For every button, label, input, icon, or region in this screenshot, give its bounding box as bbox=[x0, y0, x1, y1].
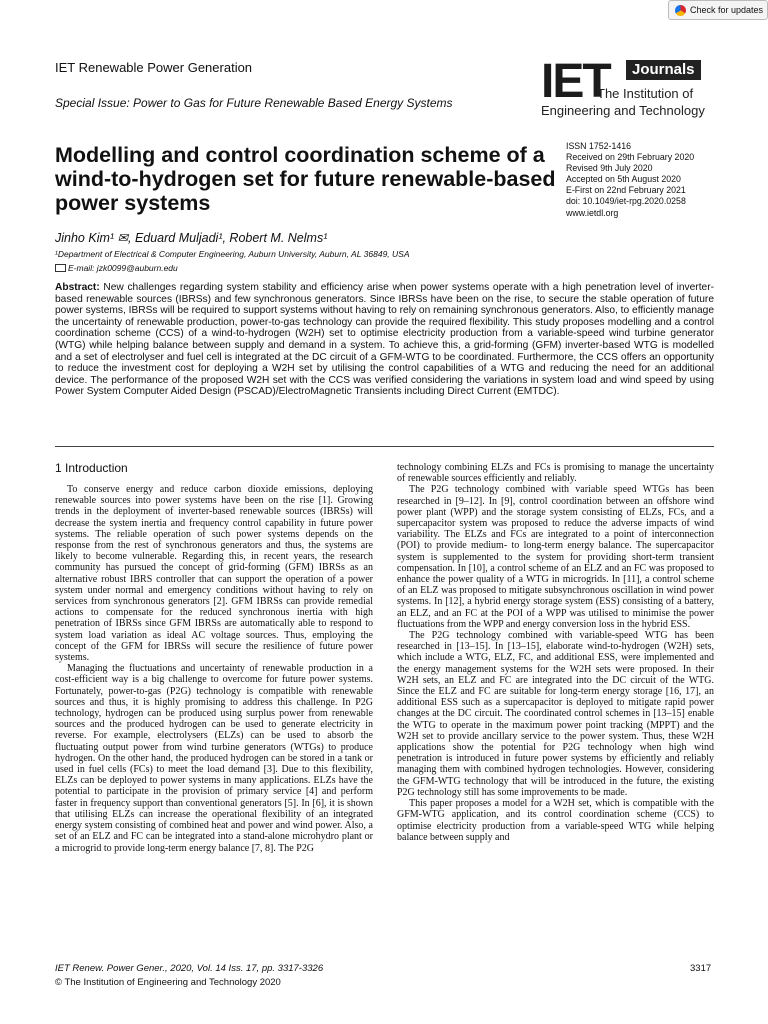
iet-logo-letters: IET bbox=[541, 55, 610, 108]
meta-website[interactable]: www.ietdl.org bbox=[566, 207, 619, 218]
meta-accepted: Accepted on 5th August 2020 bbox=[566, 174, 681, 185]
meta-issn: ISSN 1752-1416 bbox=[566, 141, 632, 151]
email-line bbox=[55, 263, 178, 273]
iet-logo bbox=[541, 55, 715, 120]
author-list: Jinho Kim¹ ✉, Eduard Muljadi¹, Robert M. Nelms¹ bbox=[55, 231, 328, 245]
envelope-icon bbox=[55, 264, 66, 272]
section-heading-introduction: 1 Introduction bbox=[55, 461, 128, 475]
page-number: 3317 bbox=[690, 963, 712, 974]
email-text[interactable]: E-mail: jzk0099@auburn.edu bbox=[68, 263, 178, 273]
paragraph: The P2G technology combined with variable speed WTGs has been researched in [9–12]. In [9], control coordination between an offshore wind power plant (WPP) and the storage system consisting of ELZs, FCs, and a supercapacitor system was proposed to reduce the adverse impacts of wind variability. The ELZs and FCs are integrated to a point of interconnection (POI) to provide medium- to long-term energy balance. The supercapacitor system is supplemented to the system for providing short-term transient compensation. In [10], a control scheme of an ELZ and an FC was proposed to enhance the power quality of a WTG in microgrids. In [11], a control scheme of an ELZ was proposed to mitigate subsynchronous oscillation in wind power systems. In [12], a hybrid energy storage system (ESS) consisting of a battery, an ELZ, and an FC at the POI of a WPP was utilised to minimise the power fluctuations from the WPP and energy conversion loss in the hybrid ESS. bbox=[397, 484, 714, 630]
check-for-updates-label: Check for updates bbox=[690, 5, 764, 15]
paragraph: The P2G technology combined with variable-speed WTG has been researched in [13–15]. In [13–15], elaborate wind-to-hydrogen (W2H) sets, which include a WTG, ELZ, FC, and additional ESS, were implemented and the energy management systems for the W2H sets were proposed. In their W2H sets, an ELZ and FC are integrated into the DC circuit of the WTG. Since the ELZ and FC are suitable for long-term energy storage [16, 17], an additional ESS such as a supercapacitor is deployed to mitigate rapid power changes at the DC circuit. The coordinated control schemes in [13–15] enable the WTG to operate in the maximum power point tracking (MPPT) and the W2H set to provide ancillary service to the power system. Thus, these W2H applications show the potential for P2G technology when high wind penetration is introduced in future power systems by efficiently and reliably managing them with combined hydrogen technologies. However, considering the GFM-WTG technology that will be introduced in the future, the existing P2G technology still has some improvements to be made. bbox=[397, 630, 714, 798]
paragraph: To conserve energy and reduce carbon dioxide emissions, deploying renewable sources into power systems have been on the rise [1]. Growing trends in the deployment of inverter-based renewable sources (IBRSs) will decrease the system inertia and frequency control capability in future power systems. The reliable operation of such power systems depends on the response from the rest of synchronous generators and thus, the systems are likely to become vulnerable. Regarding this, in recent years, the research community has pursued the concept of grid-forming (GFM) IBRSs as an alternative robust IBRS controller that can support the operation of a power system under normal and emergency conditions without having to rely on services from synchronous generators [2]. GFM IBRSs can provide remedial actions to compensate for the reduced synchronous inertia with high penetration of IBRSs since GFM IBRSs are automatically able to respond to system load variation as ideal AC voltage sources. Thus, employing the concept of the GFM for IBRSs will secure the resilience of future power systems. bbox=[55, 484, 373, 664]
journal-name: IET Renewable Power Generation bbox=[55, 60, 253, 75]
affiliation: ¹Department of Electrical & Computer Engineering, Auburn University, Auburn, AL 36849, USA bbox=[55, 249, 410, 259]
meta-doi[interactable]: doi: 10.1049/iet-rpg.2020.0258 bbox=[566, 196, 686, 207]
institution-line-2: Engineering and Technology bbox=[541, 103, 705, 118]
special-issue: Special Issue: Power to Gas for Future Renewable Based Energy Systems bbox=[55, 96, 453, 110]
abstract bbox=[55, 282, 714, 398]
institution-line-1: The Institution of bbox=[597, 86, 694, 101]
crossmark-icon bbox=[675, 5, 686, 16]
right-column bbox=[397, 462, 714, 843]
footer-copyright: © The Institution of Engineering and Technology 2020 bbox=[55, 977, 281, 988]
paragraph: Managing the fluctuations and uncertainty of renewable production in a cost-efficient way is a big challenge to overcome for future power systems. Fortunately, power-to-gas (P2G) technology is compatible with renewable sources and thus, it is highly promising to address this challenge. In P2G technology, hydrogen can be produced using surplus power from renewable sources and the produced hydrogen can be used to generate electricity in reverse. For example, electrolysers (ELZs) can be used to absorb the fluctuating output power from wind turbine generators (WTGs) to produce hydrogen. On the other hand, the produced hydrogen can be stored in a tank or used in fuel cells (FCs) to meet the load demand [3]. Due to this flexibility, ELZs can be deployed to power systems in many applications. ELZs have the potential to participate in the provision of primary service [4] and perform faster in frequency support than conventional generators [5]. In [6], it is shown that utilising ELZs can increase the operational flexibility of an integrated energy system consisting of combined heat and power and wind power. Also, a set of an ELZ and FC can be integrated into a stand-alone microhydro plant or a microgrid to provide long-term energy balance [7, 8]. The P2G bbox=[55, 663, 373, 854]
meta-revised: Revised 9th July 2020 bbox=[566, 163, 653, 174]
check-for-updates-button[interactable] bbox=[668, 0, 768, 20]
journals-badge: Journals bbox=[626, 60, 701, 80]
abstract-text: New challenges regarding system stability and efficiency arise when power systems operate with a high penetration level of inverter-based renewable sources (IBRSs) and few synchronous generators. Since IBRSs have been on the rise, to secure the stable operation of future power systems, IBRSs will be required to support systems without having to rely on remaining synchronous generators. Also, to efficiently manage the uncertainty of renewable production, power-to-gas technology can provide the required flexibility. This study proposes modelling and a control coordination scheme (CCS) of a wind-to-hydrogen (W2H) set to optimise electricity production from a variable-speed wind turbine generator (WTG) while helping balance between supply and demand in a system. To achieve this, a grid-forming (GFM) inverter-based WTG is modelled and a set of electrolyser and fuel cell is integrated at the DC circuit of a GFM-WTG to be coordinated. Furthermore, the CCS offers an opportunity to reduce the investment cost for deploying a W2H set by utilising the control capabilities of a WTG and reducing the need for an additional device. The performance of the proposed W2H set with the CCS was verified considering the variations in system load and wind speed by using Power System Computer Aided Design (PSCAD)/ElectroMagnetic Transients including Direct Current (EMTDC). bbox=[55, 282, 714, 398]
footer-citation: IET Renew. Power Gener., 2020, Vol. 14 Iss. 17, pp. 3317-3326 bbox=[55, 963, 324, 974]
paper-title: Modelling and control coordination scheme of a wind-to-hydrogen set for future renewable-based power systems bbox=[55, 143, 556, 215]
meta-efirst: E-First on 22nd February 2021 bbox=[566, 185, 686, 196]
article-meta bbox=[566, 141, 741, 219]
left-column bbox=[55, 484, 373, 854]
abstract-label: Abstract: bbox=[55, 282, 100, 293]
meta-received: Received on 29th February 2020 bbox=[566, 152, 695, 163]
section-divider bbox=[55, 446, 714, 447]
paragraph: technology combining ELZs and FCs is promising to manage the uncertainty of renewable sources efficiently and reliably. bbox=[397, 462, 714, 485]
paragraph: This paper proposes a model for a W2H set, which is compatible with the GFM-WTG application, and its control coordination scheme (CCS) to optimise electricity production from a variable-speed WTG while helping balance between supply and bbox=[397, 798, 714, 843]
